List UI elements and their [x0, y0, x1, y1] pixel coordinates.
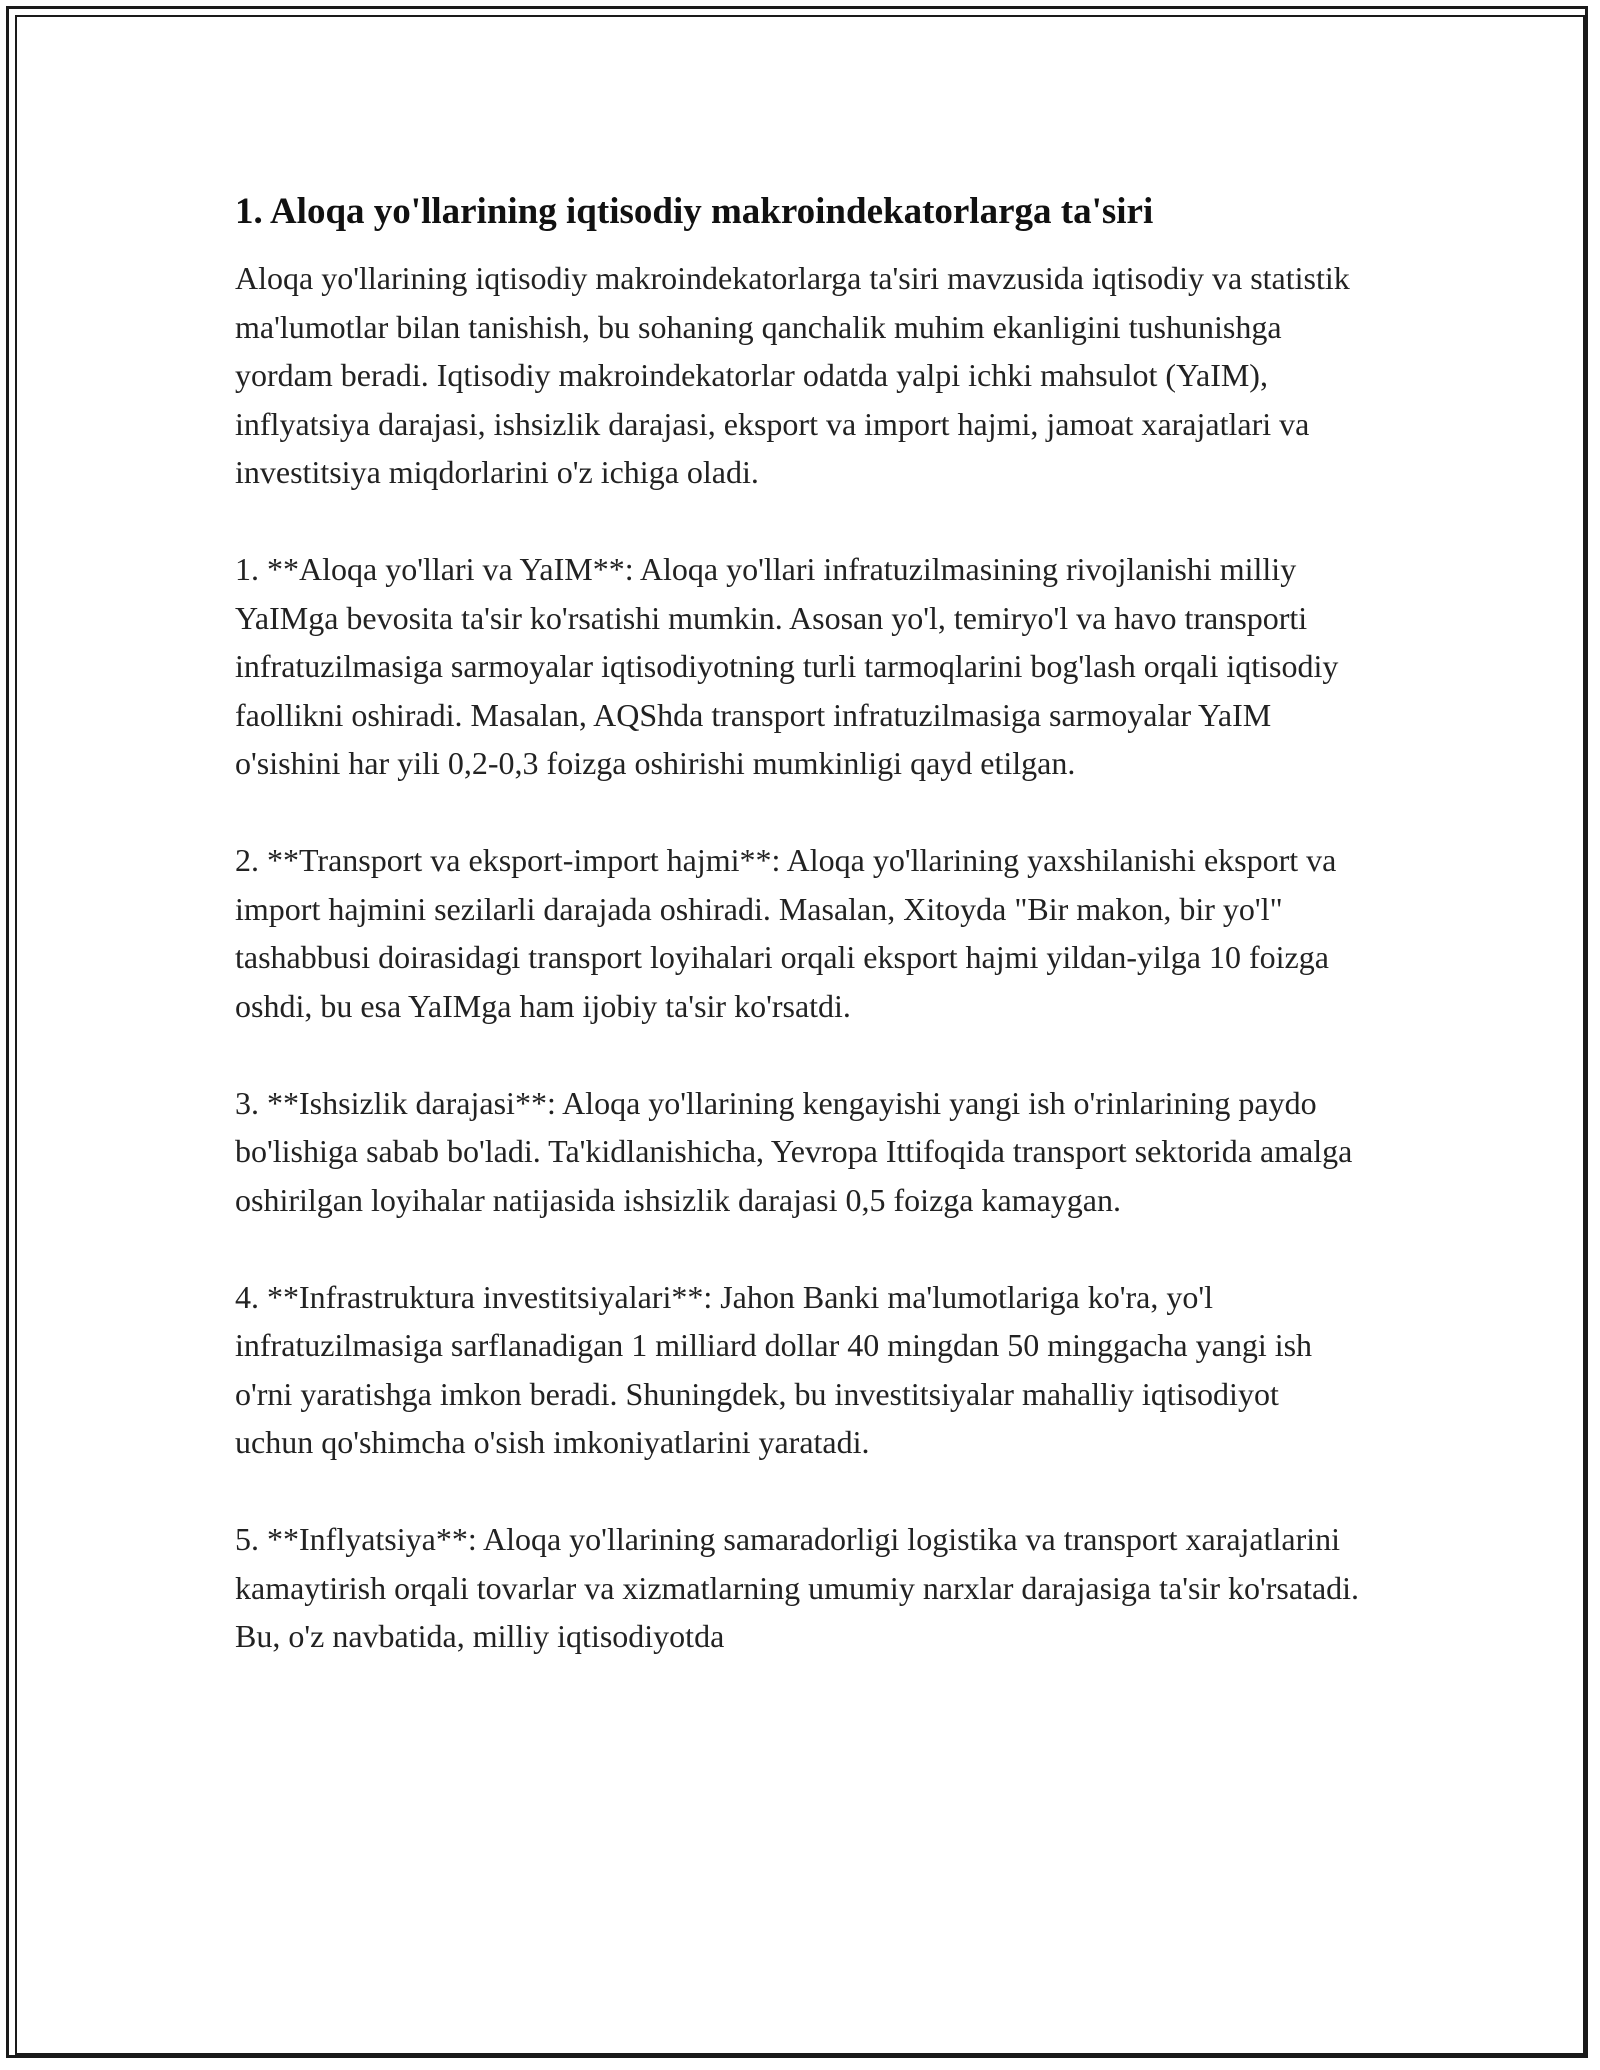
paragraph-unemployment: 3. **Ishsizlik darajasi**: Aloqa yo'llarining kengayishi yangi ish o'rinlarining paydo bo'lishiga sabab bo'ladi. Ta'kidlanishicha, Yevropa Ittifoqida transport sektorida amalga oshirilgan loyihalar natijasida ishsizlik darajasi 0,5 foizga kamaygan. — [235, 1084, 1353, 1218]
intro-paragraph: Aloqa yo'llarining iqtisodiy makroindekatorlarga ta'siri mavzusida iqtisodiy va statistik ma'lumotlar bilan tanishish, bu sohaning qanchalik muhim ekanligini tushunishga yordam beradi. Iqtisodiy makroindekatorlar odatda yalpi ichki mahsulot (YaIM), inflyatsiya darajasi, ishsizlik darajasi, eksport va import hajmi, jamoat xarajatlari va investitsiya miqdorlarini o'z ichiga oladi. — [235, 260, 1350, 490]
paragraph-investment: 4. **Infrastruktura investitsiyalari**: Jahon Banki ma'lumotlariga ko'ra, yo'l infratuzilmasiga sarflanadigan 1 milliard dollar 40 mingdan 50 minggacha yangi ish o'rni yaratishga imkon beradi. Shuningdek, bu investitsiyalar mahalliy iqtisodiyot uchun qo'shimcha o'sish imkoniyatlarini yaratadi. — [235, 1278, 1313, 1460]
paragraph-export-import: 2. **Transport va eksport-import hajmi**: Aloqa yo'llarining yaxshilanishi eksport va import hajmini sezilarli darajada oshiradi. Masalan, Xitoyda "Bir makon, bir yo'l" tashabbusi doirasidagi transport loyihalari orqali eksport hajmi yildan-yilga 10 foizga oshdi, bu esa YaIMga ham ijobiy ta'sir ko'rsatdi. — [235, 842, 1337, 1024]
paragraph-yaim: 1. **Aloqa yo'llari va YaIM**: Aloqa yo'llari infratuzilmasining rivojlanishi milliy YaIMga bevosita ta'sir ko'rsatishi mumkin. Asosan yo'l, temiryo'l va havo transporti infratuzilmasiga sarmoyalar iqtisodiyotning turli tarmoqlarini bog'lash orqali iqtisodiy faollikni oshiradi. Masalan, AQShda transport infratuzilmasiga sarmoyalar YaIM o'sishini har yili 0,2-0,3 foizga oshirishi mumkinligi qayd etilgan. — [235, 551, 1339, 781]
paragraph-inflation: 5. **Inflyatsiya**: Aloqa yo'llarining samaradorligi logistika va transport xarajatlarini kamaytirish orqali tovarlar va xizmatlarning umumiy narxlar darajasiga ta'sir ko'rsatadi. Bu, o'z navbatida, milliy iqtisodiyotda — [235, 1521, 1360, 1654]
document-body — [235, 188, 1365, 1709]
section-heading: 1. Aloqa yo'llarining iqtisodiy makroindekatorlarga ta'siri — [235, 191, 1154, 232]
